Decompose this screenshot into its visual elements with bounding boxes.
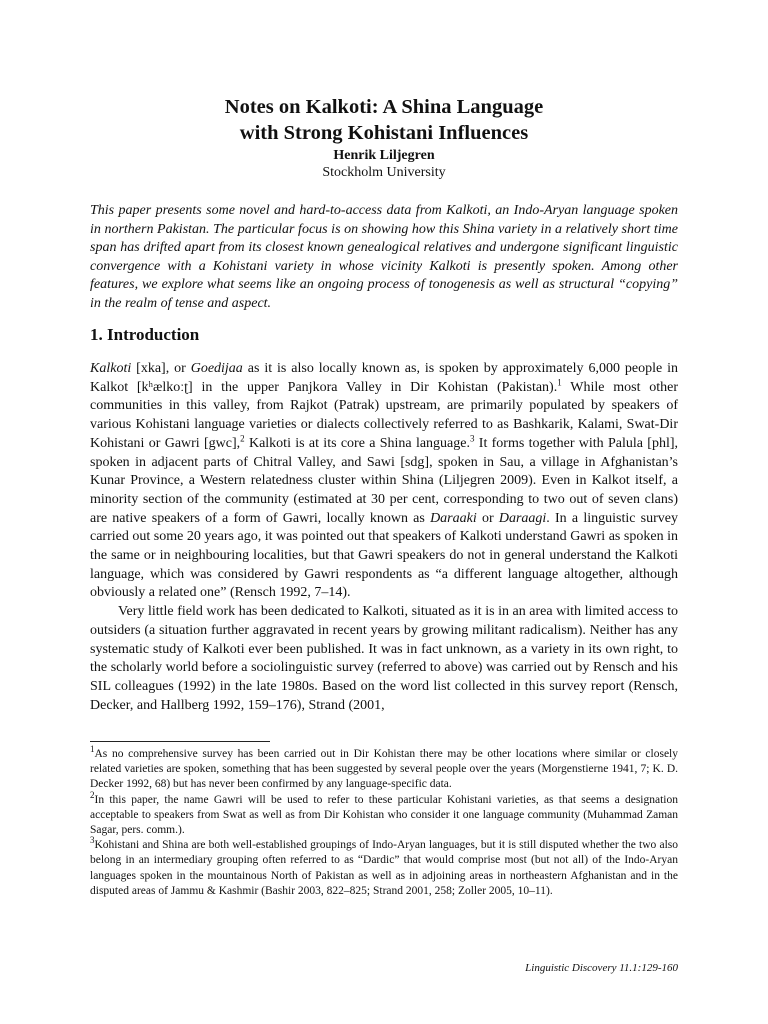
footnotes xyxy=(90,744,678,899)
journal-footer: Linguistic Discovery 11.1:129-160 xyxy=(525,962,678,974)
footnote-ref-1[interactable]: 1 xyxy=(557,377,562,388)
term-goedijaa: Goedijaa xyxy=(190,361,243,376)
footnote-2: $^2$In this paper, the name Gawri will be used to refer to these particular Kohistani varieties, as that seems a designation acceptable to speakers from Swat as well as from Dir Kohistan who consider it one language community (Muhammad Zaman Sagar, pers. comm.). xyxy=(90,789,678,837)
paragraph-2: Very little field work has been dedicated to Kalkoti, situated as it is in an area with limited access to outsiders (a situation further aggravated in recent years by growing militant radicalism). Neither has any systematic study of Kalkoti ever been published. It was in fact unknown, as a variety in its own right, to the scholarly world before a sociolinguistic survey (referred to above) was carried out by Rensch and his SIL colleagues (1992) in the late 1980s. Based on the word list collected in this survey report (Rensch, Decker, and Hallberg 1992, 159–176), Strand (2001, xyxy=(90,604,678,713)
footnote-1: $^1$As no comprehensive survey has been carried out in Dir Kohistan there may be other locations where similar or closely related varieties are spoken, something that has been suggested by several people over the years (Morgenstierne 1941, 7; K. D. Decker 1992, 68) but has never been confirmed by any language-specific data. xyxy=(90,744,678,791)
footnote-divider xyxy=(90,741,270,742)
footnote-3: $^3$Kohistani and Shina are both well-established groupings of Indo-Aryan languages, but it is still disputed whether the two also belong in an intermediary grouping often referred to as “Dardic” that would comprise most (but not all) of the Indo-Aryan languages spoken in the mountainous North of Pakistan as well as in adjoining areas in northeastern Afghanistan and in the disputed areas of Jammu & Kashmir (Bashir 2003, 822–825; Strand 2001, 258; Zoller 2005, 10–11). xyxy=(90,835,678,897)
author-name: Henrik Liljegren xyxy=(333,148,435,163)
body-text xyxy=(90,360,678,715)
author-affiliation: Stockholm University xyxy=(322,165,446,180)
abstract: This paper presents some novel and hard-to-access data from Kalkoti, an Indo-Aryan language spoken in northern Pakistan. The particular focus is on showing how this Shina variety in a relatively short time span has drifted apart from its closest known genealogical relatives and undergone significant linguistic convergence with a Kohistani variety in whose vicinity Kalkoti is presently spoken. Among other features, we explore what seems like an ongoing process of tonogenesis as well as structural “copying” in the realm of tense and aspect. xyxy=(90,203,678,311)
term-kalkoti: Kalkoti xyxy=(90,361,132,376)
term-daraaki: Daraaki xyxy=(430,510,477,526)
paragraph-1: Kalkoti [xka], or Goedijaa as it is also locally known as, is spoken by approximately 6,000 people in Kalkot [kʰælkoːʈ] in the upper Panjkora Valley in Dir Kohistan (Pakistan).$^1$ While most other communities in this valley, from Rajkot (Patrak) upstream, are primarily populated by speakers of various Kohistani language varieties or dialects collectively referred to as Bashkarik, Kalami, Swat-Dir Kohistani or Gawri [gwc],$^2$ Kalkoti is at its core a Shina language.$^3$ It forms together with Palula [phl], spoken in adjacent parts of Chitral Valley, and Sawi [sdg], spoken in Sau, a village in Afghanistan’s Kunar Province, a Western relatedness cluster within Shina (Liljegren 2009). Even in Kalkot itself, a minority section of the community (estimated at 30 per cent, corresponding to two out of seven clans) are native speakers of a form of Gawri, locally known as Daraaki or Daraagi. In a linguistic survey carried out some 20 years ago, it was pointed out that speakers of Kalkoti understand Gawri as spoken in the same or in neighbouring localities, but that Gawri speakers do not in general understand the Kalkoti language, which was considered by Gawri respondents as “a different language altogether, although obviously a related one” (Rensch 1992, 7–14). xyxy=(90,361,678,601)
term-daraagi: Daraagi xyxy=(498,510,547,526)
footnote-ref-3[interactable]: 3 xyxy=(469,433,475,444)
section-heading: 1. Introduction xyxy=(90,325,200,344)
paper-title-line-1: Notes on Kalkoti: A Shina Language xyxy=(224,96,544,118)
paper-title-line-2: with Strong Kohistani Influences xyxy=(239,122,529,144)
footnote-ref-2[interactable]: 2 xyxy=(240,433,245,444)
